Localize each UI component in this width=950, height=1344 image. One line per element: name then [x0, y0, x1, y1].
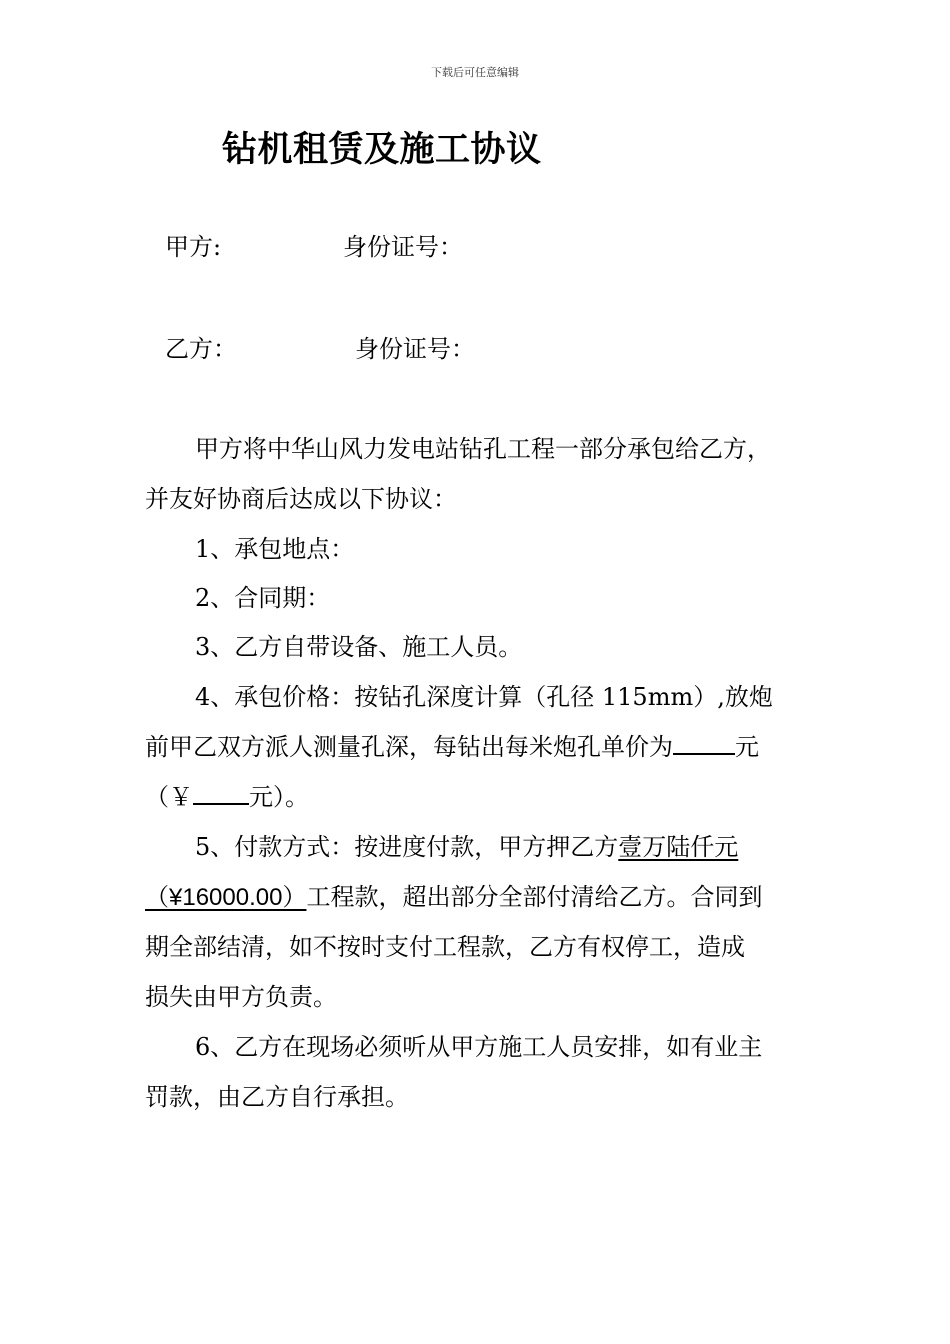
- clause-5-line-1: [195, 830, 738, 864]
- clause-4-unit-text: 元: [735, 733, 759, 761]
- clause-3: 3、乙方自带设备、施工人员。: [195, 633, 523, 661]
- clause-6-line-1: 6、乙方在现场必须听从甲方施工人员安排，如有业主: [195, 1033, 763, 1061]
- deposit-amount-words: 壹万陆仟元: [618, 833, 739, 861]
- clause-5-line-4: 损失由甲方负责。: [145, 983, 337, 1011]
- clause-4-line-2: [145, 730, 759, 764]
- clause-6-line-2: 罚款，由乙方自行承担。: [145, 1083, 409, 1111]
- clause-4-price-text: 前甲乙双方派人测量孔深，每钻出每米炮孔单价为: [145, 733, 673, 761]
- deposit-amount-figures: （¥16000.00）: [145, 884, 307, 911]
- clause-4-line-1: 4、承包价格：按钻孔深度计算（孔径 115mm）,放炮: [195, 683, 773, 711]
- clause-5-text: 5、付款方式：按进度付款，甲方押乙方: [195, 833, 619, 861]
- document-title: 钻机租赁及施工协议: [222, 129, 542, 170]
- party-a-id-label: 身份证号：: [343, 233, 463, 261]
- unit-price-blank: [673, 731, 735, 755]
- clause-2: 2、合同期：: [195, 584, 331, 612]
- intro-line-2: 并友好协商后达成以下协议：: [145, 485, 457, 513]
- header-note: 下载后可任意编辑: [431, 66, 519, 79]
- party-b-label: 乙方：: [165, 335, 237, 363]
- party-a-label: 甲方:: [165, 233, 222, 261]
- clause-5-text-2: 工程款，超出部分全部付清给乙方。合同到: [306, 883, 763, 911]
- yen-amount-blank: [193, 781, 249, 805]
- clause-1: 1、承包地点：: [195, 535, 355, 563]
- clause-4-yen-open: （￥: [145, 783, 193, 811]
- clause-4-yen-close: 元）。: [249, 783, 309, 811]
- clause-4-line-3: [145, 780, 309, 814]
- party-b-id-label: 身份证号：: [355, 335, 475, 363]
- intro-line-1: 甲方将中华山风力发电站钻孔工程一部分承包给乙方，: [195, 435, 771, 463]
- clause-5-line-2: [145, 880, 762, 915]
- clause-5-line-3: 期全部结清，如不按时支付工程款，乙方有权停工，造成: [145, 933, 745, 961]
